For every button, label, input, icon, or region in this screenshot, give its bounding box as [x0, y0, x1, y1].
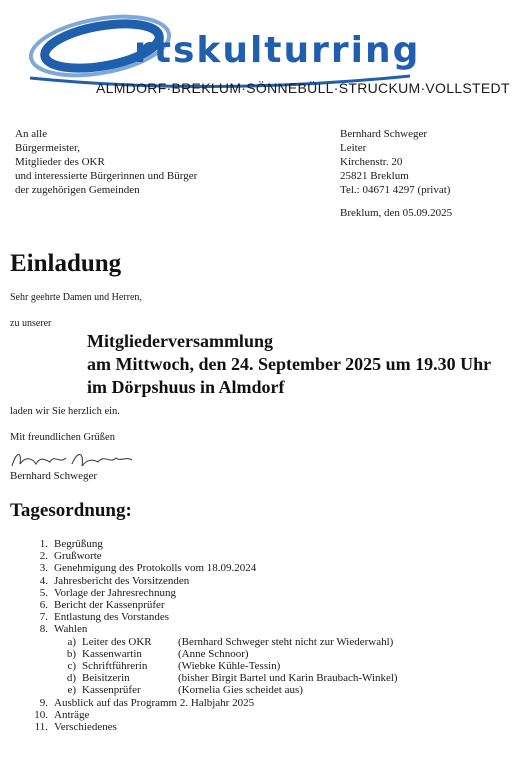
- agenda-number: 4.: [39, 574, 48, 587]
- logo-towns: ALMDORF·BREKLUM·SÖNNEBÜLL·STRUCKUM·VOLLSTEDT: [96, 80, 510, 96]
- election-note: (bisher Birgit Bartel und Karin Braubach-Winkel): [178, 672, 398, 685]
- agenda-item: [28, 538, 398, 550]
- election-letter: b): [66, 647, 76, 660]
- agenda-item: [28, 623, 398, 635]
- election-role: Beisitzerin: [82, 672, 130, 685]
- recipient-line: An alle: [15, 128, 48, 140]
- ortskulturring-logo: [10, 0, 515, 108]
- invite-text: laden wir Sie herzlich ein.: [10, 406, 120, 417]
- election-item: [54, 648, 398, 660]
- sender-line: Leiter: [340, 142, 367, 154]
- election-role: Schriftführerin: [82, 660, 148, 673]
- election-item: [54, 684, 398, 696]
- sender-line: Bernhard Schweger: [340, 128, 428, 140]
- election-role: Leiter des OKR: [82, 635, 152, 648]
- recipient-line: Mitglieder des OKR: [15, 156, 105, 168]
- agenda-text: Ausblick auf das Programm 2. Halbjahr 2025: [54, 696, 255, 709]
- salutation: Sehr geehrte Damen und Herren,: [10, 292, 142, 303]
- agenda-item: [28, 611, 398, 623]
- agenda-number: 7.: [39, 611, 48, 624]
- agenda-text: Vorlage der Jahresrechnung: [54, 586, 176, 599]
- agenda-text: Genehmigung des Protokolls vom 18.09.2024: [54, 562, 257, 575]
- election-letter: e): [67, 684, 76, 697]
- agenda-text: Grußworte: [54, 550, 102, 563]
- event-details: [87, 330, 491, 399]
- agenda-text: Verschiedenes: [54, 721, 117, 734]
- agenda-text: Anträge: [54, 708, 90, 721]
- agenda-number: 6.: [39, 599, 48, 612]
- agenda-number: 1.: [39, 538, 48, 550]
- sender-line: Tel.: 04671 4297 (privat): [340, 184, 451, 196]
- agenda-text: Jahresbericht des Vorsitzenden: [54, 574, 190, 587]
- agenda-item: [28, 575, 398, 587]
- closing-text: Mit freundlichen Grüßen: [10, 432, 115, 443]
- agenda-number: 8.: [39, 623, 48, 636]
- logo-wordmark: rtskulturring: [134, 30, 421, 71]
- event-line: im Dörpshuus in Almdorf: [87, 377, 285, 397]
- election-role: Kassenprüfer: [82, 684, 141, 697]
- intro-text: zu unserer: [10, 318, 52, 329]
- election-note: (Anne Schnoor): [178, 647, 249, 660]
- sender-block: [340, 127, 510, 197]
- election-note: (Bernhard Schweger steht nicht zur Wiederwahl): [178, 635, 394, 648]
- agenda-item: [28, 697, 398, 709]
- election-letter: c): [67, 660, 76, 673]
- letter-title: Einladung: [10, 250, 122, 277]
- agenda-text: Entlastung des Vorstandes: [54, 611, 170, 624]
- agenda-item: [28, 599, 398, 611]
- agenda-number: 2.: [39, 550, 48, 563]
- agenda-text: Wahlen: [54, 623, 88, 636]
- election-note: (Kornelia Gies scheidet aus): [178, 684, 303, 697]
- agenda-list: [28, 538, 398, 733]
- recipient-line: Bürgermeister,: [15, 142, 81, 154]
- agenda-number: 10.: [34, 708, 48, 721]
- agenda-item: [28, 562, 398, 574]
- agenda-number: 3.: [39, 562, 48, 575]
- recipient-line: der zugehörigen Gemeinden: [15, 184, 140, 196]
- election-item: [54, 672, 398, 684]
- election-role: Kassenwartin: [82, 647, 142, 660]
- agenda-item: [28, 721, 398, 733]
- agenda-title: Tagesordnung:: [10, 500, 132, 521]
- agenda-text: Bericht der Kassenprüfer: [54, 599, 165, 612]
- sender-line: Kirchenstr. 20: [340, 156, 403, 168]
- agenda-item: [28, 587, 398, 599]
- election-letter: d): [66, 672, 76, 685]
- signer-name: Bernhard Schweger: [10, 470, 98, 482]
- recipient-block: [15, 127, 265, 197]
- agenda-number: 5.: [39, 586, 48, 599]
- event-line: Mitgliederversammlung: [87, 331, 273, 351]
- election-letter: a): [67, 635, 76, 648]
- agenda-item: [28, 550, 398, 562]
- agenda-number: 9.: [39, 696, 48, 709]
- election-note: (Wiebke Kühle-Tessin): [178, 660, 281, 673]
- election-item: [54, 636, 398, 648]
- election-item: [54, 660, 398, 672]
- agenda-text: Begrüßung: [54, 538, 103, 550]
- sender-line: 25821 Breklum: [340, 170, 409, 182]
- agenda-item: [28, 709, 398, 721]
- agenda-number: 11.: [34, 721, 48, 734]
- event-line: am Mittwoch, den 24. September 2025 um 19.30 Uhr: [87, 354, 492, 374]
- recipient-line: und interessierte Bürgerinnen und Bürger: [15, 170, 198, 182]
- letter-date: Breklum, den 05.09.2025: [340, 207, 453, 219]
